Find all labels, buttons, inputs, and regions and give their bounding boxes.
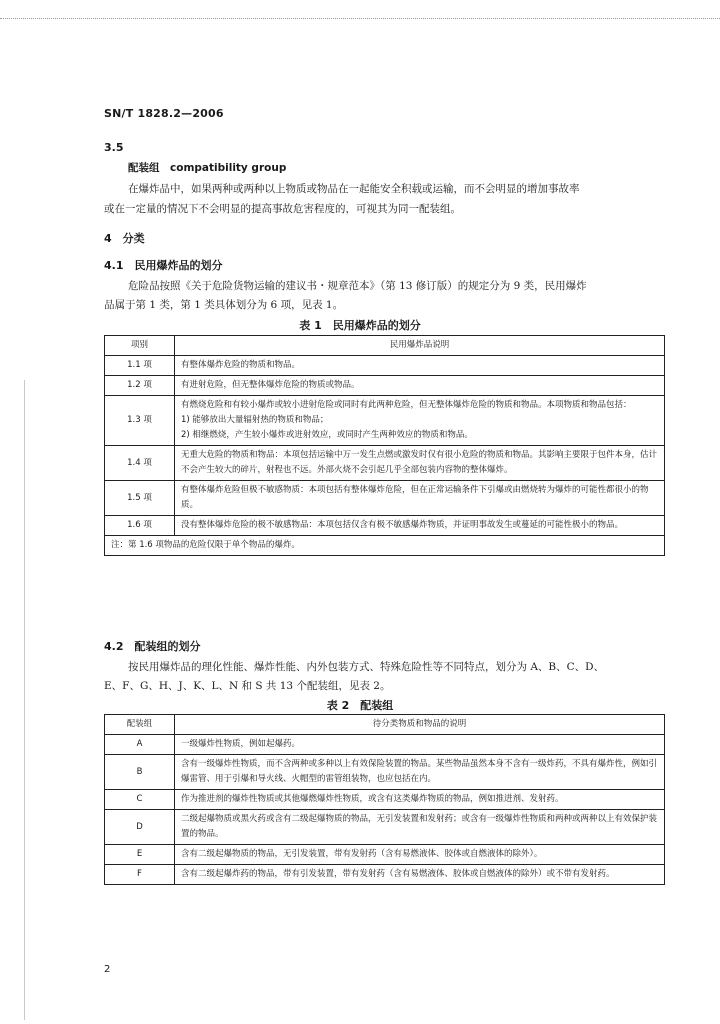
table2-desc: 一级爆炸性物质，例如起爆药。 bbox=[175, 735, 665, 755]
table-row bbox=[105, 755, 665, 790]
table1-desc: 有整体爆炸危险的物质和物品。 bbox=[175, 356, 665, 376]
table-row bbox=[105, 376, 665, 396]
section-3-5-number: 3.5 bbox=[104, 141, 124, 154]
table2-desc: 含有一级爆炸性物质，而不含两种或多种以上有效保险装置的物品。某些物品虽然本身不含有一级炸药，不具有爆炸性，例如引爆雷管、用于引爆和导火线、火帽型的雷管组装物，也应包括在内。 bbox=[175, 755, 665, 790]
table-row bbox=[105, 810, 665, 845]
table-row bbox=[105, 446, 665, 481]
term-title: 配装组 compatibility group bbox=[128, 162, 287, 174]
table1-subitem: 2) 相继燃烧，产生较小爆炸或迸射效应，或同时产生两种效应的物质和物品。 bbox=[181, 430, 473, 440]
definition-line-2: 或在一定量的情况下不会明显的提高事故危害程度的，可视其为同一配装组。 bbox=[104, 203, 461, 215]
table1-caption: 表 1 民用爆炸品的划分 bbox=[299, 319, 421, 332]
table1-desc-block bbox=[175, 396, 665, 446]
table1-desc: 无重大危险的物质和物品：本项包括运输中万一发生点燃或激发时仅有很小危险的物质和物品。其影响主要限于包件本身，估计不会产生较大的碎片，射程也不远。外部火烧不会引起几乎全部包装内容物的整体爆炸。 bbox=[175, 446, 665, 481]
table-row bbox=[105, 396, 665, 446]
table1-note-row bbox=[105, 536, 665, 556]
table2-group: B bbox=[105, 755, 175, 790]
section-4-1-line-1: 危险品按照《关于危险货物运输的建议书・规章范本》（第 13 修订版）的规定分为 9 类，民用爆炸 bbox=[128, 280, 587, 292]
table1 bbox=[104, 335, 665, 556]
table1-header-item: 项别 bbox=[105, 336, 175, 356]
table2-group: D bbox=[105, 810, 175, 845]
table-row bbox=[105, 790, 665, 810]
table1-desc: 没有整体爆炸危险的极不敏感物品：本项包括仅含有极不敏感爆炸物质，并证明事故发生或蔓延的可能性极小的物品。 bbox=[175, 516, 665, 536]
table1-subitem: 1) 能够放出大量辐射热的物质和物品； bbox=[181, 415, 329, 425]
table2-group: F bbox=[105, 865, 175, 885]
table2-desc: 含有二级起爆炸药的物品，带有引发装置，带有发射药（含有易燃液体、胶体或自燃液体的除外）或不带有发射药。 bbox=[175, 865, 665, 885]
table1-desc: 有整体爆炸危险但极不敏感物质：本项包括有整体爆炸危险，但在正常运输条件下引爆或由燃烧转为爆炸的可能性都很小的物质。 bbox=[175, 481, 665, 516]
table1-item: 1.5 项 bbox=[105, 481, 175, 516]
table2 bbox=[104, 714, 665, 885]
table1-item: 1.3 项 bbox=[105, 396, 175, 446]
table1-header-row bbox=[105, 336, 665, 356]
table1-note: 注：第 1.6 项物品的危险仅限于单个物品的爆炸。 bbox=[105, 536, 665, 556]
table1-item: 1.1 项 bbox=[105, 356, 175, 376]
table-row bbox=[105, 516, 665, 536]
section-4-1-line-2: 品属于第 1 类，第 1 类具体划分为 6 项，见表 1。 bbox=[104, 299, 344, 311]
table2-desc: 二级起爆物质或黑火药或含有二级起爆物质的物品，无引发装置和发射药；或含有一级爆炸性物质和两种或两种以上有效保护装置的物品。 bbox=[175, 810, 665, 845]
table1-item: 1.2 项 bbox=[105, 376, 175, 396]
table2-desc: 作为推进剂的爆炸性物质或其他爆燃爆炸性物质，或含有这类爆炸物质的物品，例如推进剂、发射药。 bbox=[175, 790, 665, 810]
table1-header-desc: 民用爆炸品说明 bbox=[175, 336, 665, 356]
table2-header-group: 配装组 bbox=[105, 715, 175, 735]
table2-header-row bbox=[105, 715, 665, 735]
table1-desc: 有进射危险，但无整体爆炸危险的物质或物品。 bbox=[175, 376, 665, 396]
table2-group: C bbox=[105, 790, 175, 810]
table2-header-desc: 待分类物质和物品的说明 bbox=[175, 715, 665, 735]
table2-group: E bbox=[105, 845, 175, 865]
section-4-1-title: 4.1 民用爆炸品的划分 bbox=[104, 259, 223, 272]
table2-desc: 含有二级起爆物质的物品，无引发装置，带有发射药（含有易燃液体、胶体或自燃液体的除外）。 bbox=[175, 845, 665, 865]
page-number: 2 bbox=[104, 964, 111, 975]
section-4-2-line-2: E、F、G、H、J、K、L、N 和 S 共 13 个配装组，见表 2。 bbox=[104, 680, 391, 692]
section-4-title: 4 分类 bbox=[104, 232, 145, 245]
definition-line-1: 在爆炸品中，如果两种或两种以上物质或物品在一起能安全积载或运输，而不会明显的增加事故率 bbox=[128, 183, 580, 195]
table-row bbox=[105, 481, 665, 516]
table-row bbox=[105, 735, 665, 755]
table1-item: 1.6 项 bbox=[105, 516, 175, 536]
scan-artifact-top bbox=[0, 18, 720, 20]
table-row bbox=[105, 356, 665, 376]
section-4-2-line-1: 按民用爆炸品的理化性能、爆炸性能、内外包装方式、特殊危险性等不同特点，划分为 A、B、C、D、 bbox=[128, 661, 605, 673]
table-row bbox=[105, 865, 665, 885]
table-row bbox=[105, 845, 665, 865]
table2-group: A bbox=[105, 735, 175, 755]
table1-desc: 有燃烧危险和有较小爆炸或较小进射危险或同时有此两种危险，但无整体爆炸危险的物质和物品。本项物质和物品包括： bbox=[181, 400, 632, 410]
section-4-2-title: 4.2 配装组的划分 bbox=[104, 640, 201, 653]
table2-caption: 表 2 配装组 bbox=[326, 699, 394, 712]
table1-item: 1.4 项 bbox=[105, 446, 175, 481]
standard-code: SN/T 1828.2—2006 bbox=[104, 107, 224, 120]
